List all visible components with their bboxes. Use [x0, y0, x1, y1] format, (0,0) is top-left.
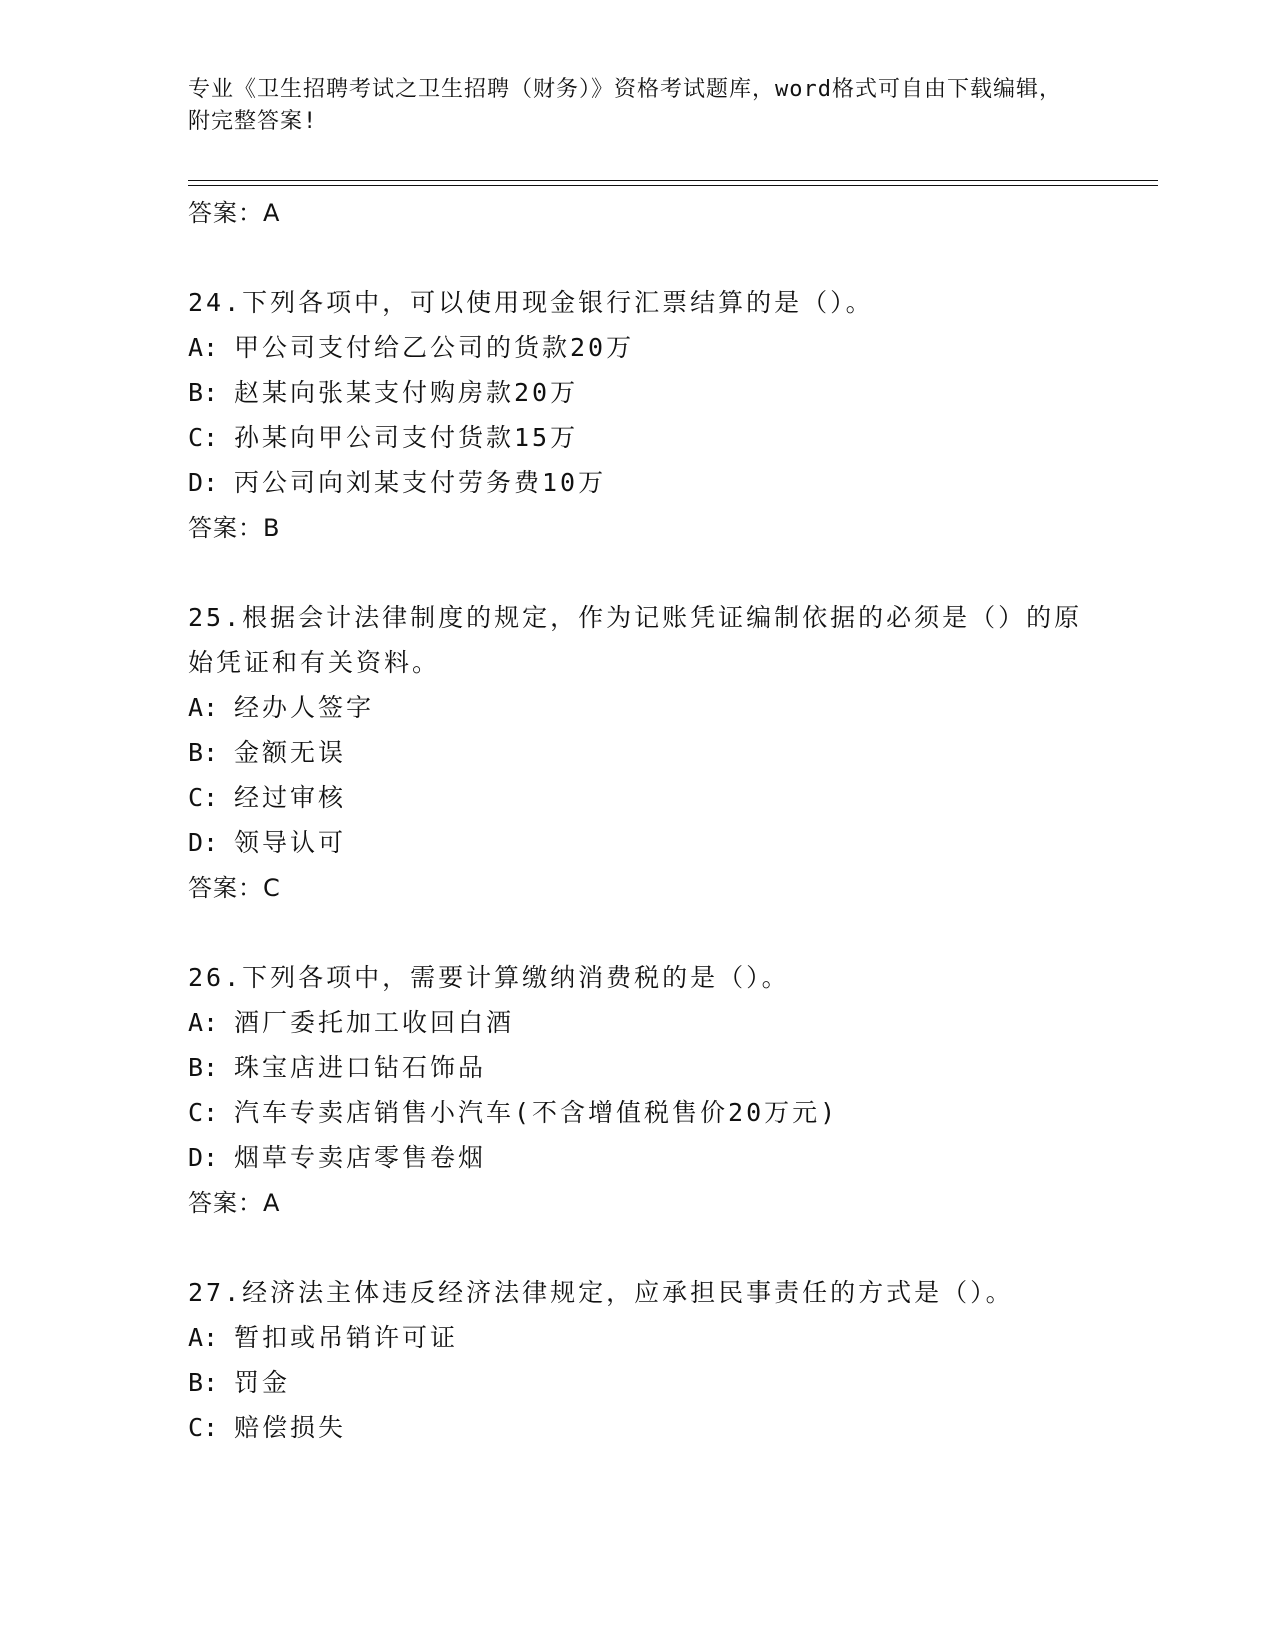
question-list	[188, 190, 1088, 1450]
option-text: 罚金	[234, 1368, 291, 1397]
question-stem: 26.下列各项中，需要计算缴纳消费税的是（）。	[188, 963, 790, 992]
option-key: D:	[188, 1143, 219, 1172]
option-a	[188, 685, 1088, 730]
header-text: 专业《卫生招聘考试之卫生招聘（财务）》资格考试题库，word格式可自由下载编辑，附完整答案!	[188, 77, 1062, 134]
option-text: 经办人签字	[234, 693, 375, 722]
option-key: C:	[188, 783, 219, 812]
option-text: 酒厂委托加工收回白酒	[234, 1008, 515, 1037]
option-text: 赔偿损失	[234, 1413, 347, 1442]
answer-line: 答案：A	[188, 1189, 281, 1217]
option-text: 汽车专卖店销售小汽车(不含增值税售价20万元)	[234, 1098, 839, 1127]
option-key: A:	[188, 1008, 219, 1037]
option-b	[188, 730, 1088, 775]
option-c	[188, 1090, 1088, 1135]
option-key: A:	[188, 693, 219, 722]
option-text: 暂扣或吊销许可证	[234, 1323, 459, 1352]
option-key: B:	[188, 738, 219, 767]
option-c	[188, 415, 1088, 460]
option-d	[188, 820, 1088, 865]
option-key: C:	[188, 1413, 219, 1442]
option-b	[188, 1045, 1088, 1090]
option-d	[188, 1135, 1088, 1180]
option-key: B:	[188, 1053, 219, 1082]
answer-line: 答案：C	[188, 874, 281, 902]
option-text: 赵某向张某支付购房款20万	[234, 378, 579, 407]
option-key: B:	[188, 1368, 219, 1397]
option-a	[188, 325, 1088, 370]
option-key: B:	[188, 378, 219, 407]
question-27	[188, 1270, 1088, 1450]
option-text: 丙公司向刘某支付劳务费10万	[234, 468, 607, 497]
option-text: 烟草专卖店零售卷烟	[234, 1143, 487, 1172]
option-text: 珠宝店进口钻石饰品	[234, 1053, 487, 1082]
option-text: 孙某向甲公司支付货款15万	[234, 423, 579, 452]
question-stem: 24.下列各项中，可以使用现金银行汇票结算的是（）。	[188, 288, 874, 317]
question-stem: 27.经济法主体违反经济法律规定，应承担民事责任的方式是（）。	[188, 1278, 1014, 1307]
option-key: D:	[188, 828, 219, 857]
option-key: A:	[188, 1323, 219, 1352]
option-key: C:	[188, 1098, 219, 1127]
answer-line: 答案：A	[188, 199, 281, 227]
option-key: D:	[188, 468, 219, 497]
option-text: 金额无误	[234, 738, 347, 767]
option-d	[188, 460, 1088, 505]
option-a	[188, 1000, 1088, 1045]
answer-line: 答案：B	[188, 514, 281, 542]
option-c	[188, 775, 1088, 820]
option-c	[188, 1405, 1088, 1450]
option-key: C:	[188, 423, 219, 452]
question-stem: 25.根据会计法律制度的规定，作为记账凭证编制依据的必须是（）的原始凭证和有关资料。	[188, 603, 1083, 677]
option-text: 经过审核	[234, 783, 347, 812]
option-b	[188, 1360, 1088, 1405]
question-25	[188, 595, 1088, 911]
option-text: 甲公司支付给乙公司的货款20万	[234, 333, 635, 362]
document-header	[188, 74, 1068, 138]
option-text: 领导认可	[234, 828, 347, 857]
question-24	[188, 280, 1088, 551]
option-a	[188, 1315, 1088, 1360]
header-rule-top	[188, 180, 1158, 181]
option-b	[188, 370, 1088, 415]
header-rule-bottom	[188, 185, 1158, 186]
question-26	[188, 955, 1088, 1226]
option-key: A:	[188, 333, 219, 362]
